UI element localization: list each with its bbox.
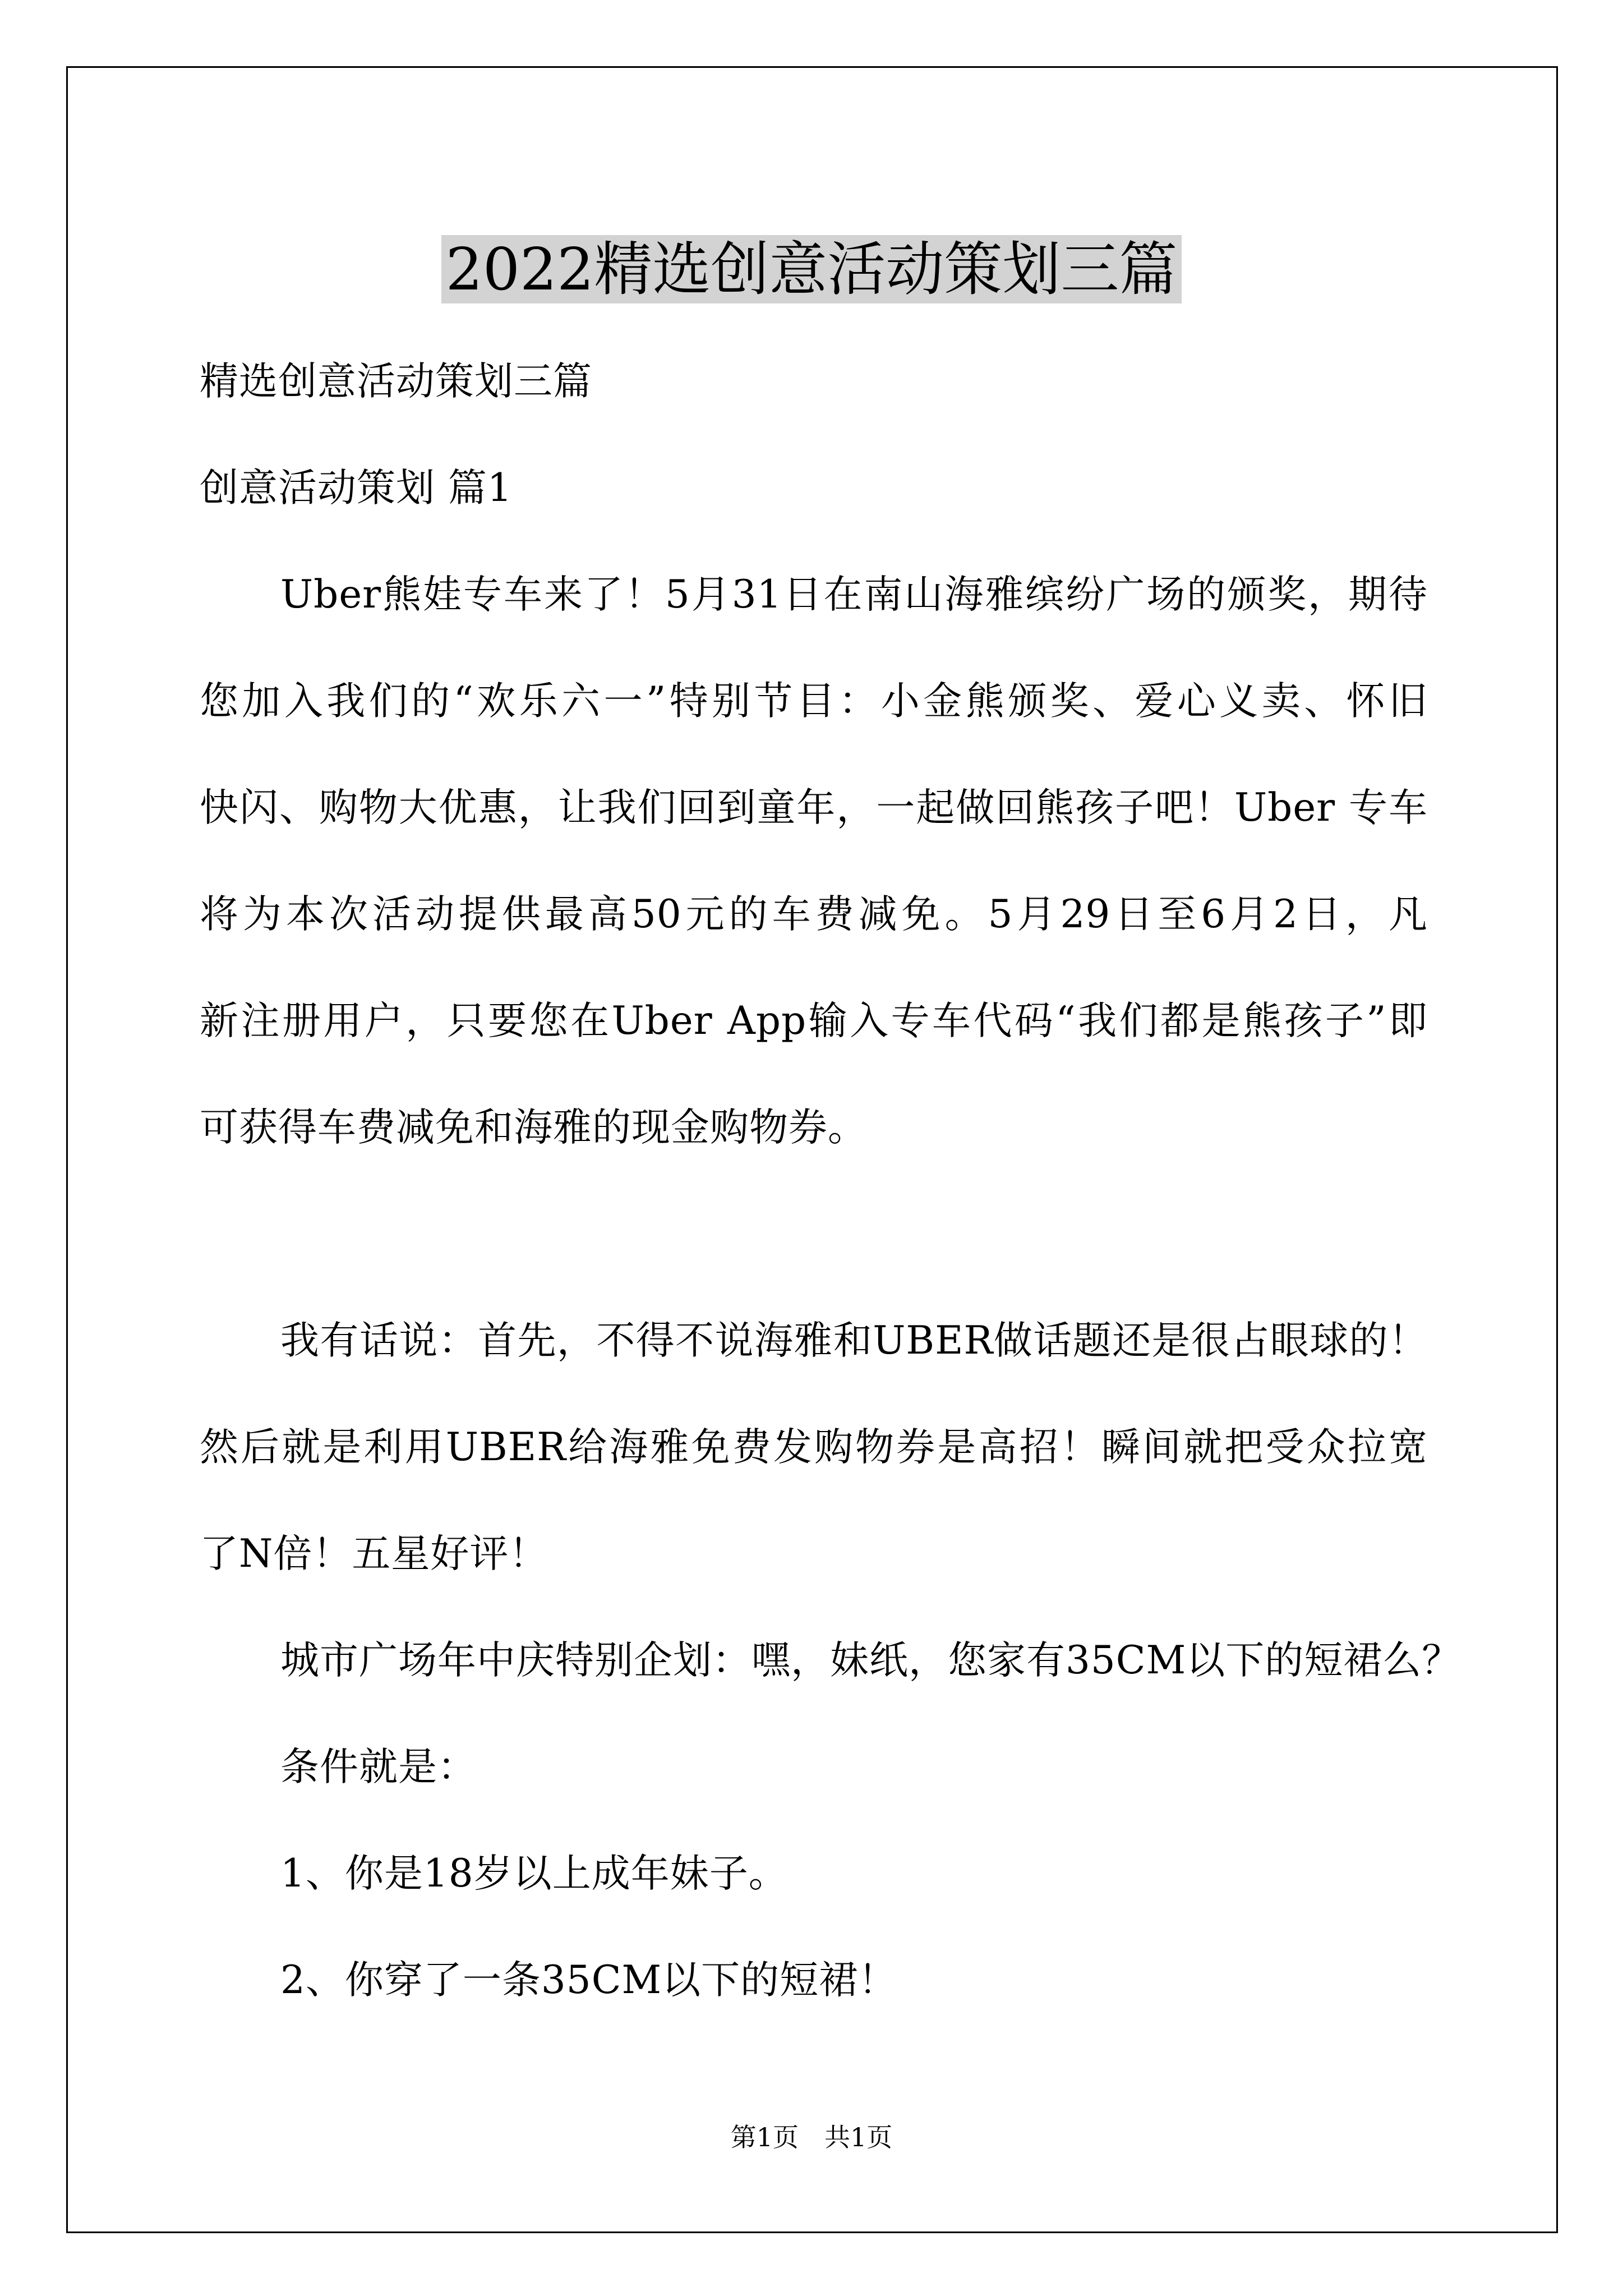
list-item: 2、你穿了一条35CM以下的短裙！ xyxy=(280,1958,898,2003)
paragraph-line: 您加入我们的“欢乐六一”特别节目：小金熊颁奖、爱心义卖、怀旧 xyxy=(200,679,1428,724)
page-footer: 第1页 共1页 xyxy=(730,2122,893,2152)
paragraph-line: 可获得车费减免和海雅的现金购物券。 xyxy=(200,1105,867,1150)
list-item: 1、你是18岁以上成年妹子。 xyxy=(280,1851,788,1896)
paragraph-line: 新注册用户，只要您在Uber App输入专车代码“我们都是熊孩子”即 xyxy=(200,999,1428,1043)
paragraph-line: 条件就是： xyxy=(280,1745,477,1789)
paragraph-line: 了N倍！五星好评！ xyxy=(200,1531,548,1576)
paragraph-line: 将为本次活动提供最高50元的车费减免。5月29日至6月2日，凡 xyxy=(200,892,1428,937)
paragraph-line: 快闪、购物大优惠，让我们回到童年，一起做回熊孩子吧！Uber 专车 xyxy=(200,785,1428,830)
document-title: 2022精选创意活动策划三篇 xyxy=(0,230,1623,309)
subtitle: 精选创意活动策划三篇 xyxy=(200,359,592,404)
paragraph-line: 然后就是利用UBER给海雅免费发购物券是高招！瞬间就把受众拉宽 xyxy=(200,1425,1428,1470)
paragraph-line: 我有话说：首先，不得不说海雅和UBER做话题还是很占眼球的！ xyxy=(280,1318,1428,1363)
section-heading: 创意活动策划 篇1 xyxy=(200,466,513,510)
paragraph-line: Uber熊娃专车来了！5月31日在南山海雅缤纷广场的颁奖，期待 xyxy=(280,572,1428,617)
paragraph-line: 城市广场年中庆特别企划：嘿，妹纸，您家有35CM以下的短裙么？ xyxy=(280,1638,1461,1683)
